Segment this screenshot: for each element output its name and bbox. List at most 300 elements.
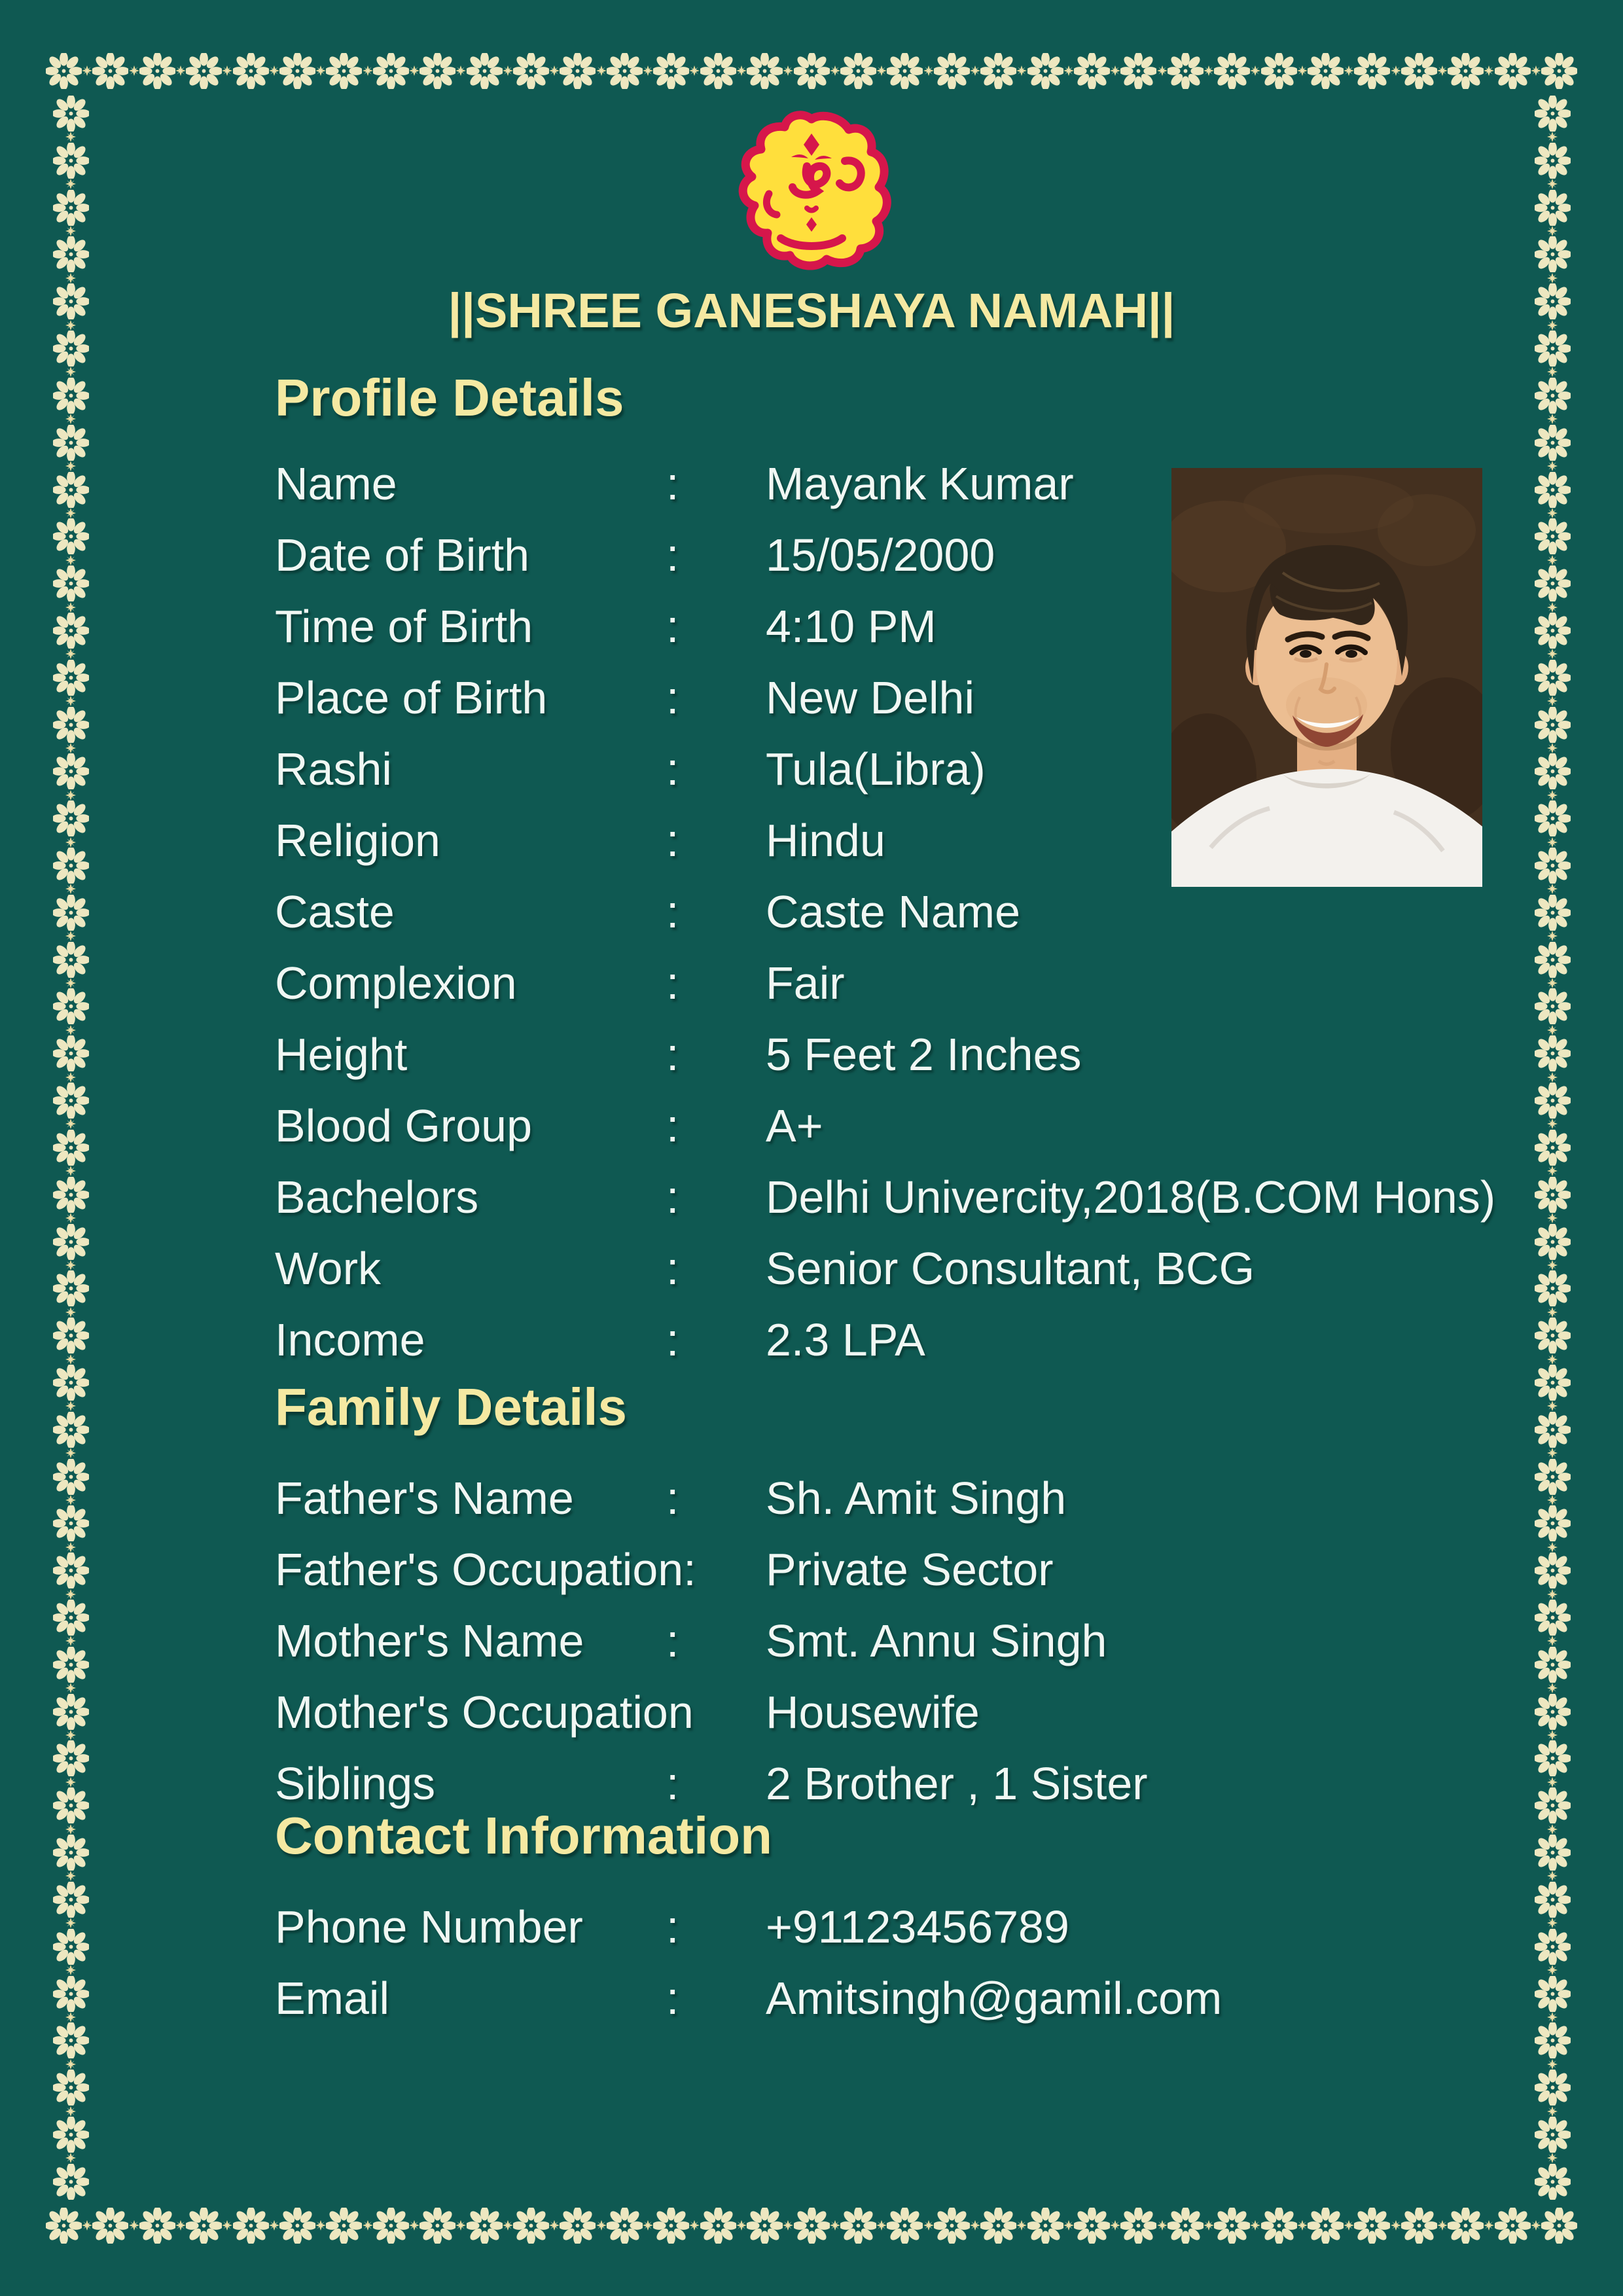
- star-motif-icon: [175, 2220, 186, 2231]
- star-motif-icon: [1547, 226, 1558, 236]
- profile-row: [275, 805, 1571, 876]
- section-title-contact: Contact Information: [275, 1806, 772, 1865]
- flower-motif-icon: [53, 1647, 89, 1683]
- profile-row: [275, 876, 1571, 948]
- star-motif-icon: [1204, 2220, 1214, 2231]
- star-motif-icon: [1484, 65, 1494, 76]
- star-motif-icon: [876, 65, 887, 76]
- flower-motif-icon: [53, 1600, 89, 1636]
- row-colon: :: [666, 1100, 679, 1151]
- flower-motif-icon: [653, 53, 689, 89]
- row-label: Date of Birth: [275, 529, 530, 581]
- flower-motif-icon: [326, 2208, 362, 2244]
- flower-motif-icon: [186, 53, 222, 89]
- flower-motif-icon: [840, 53, 876, 89]
- flower-motif-icon: [53, 472, 89, 508]
- flower-motif-icon: [53, 236, 89, 272]
- flower-motif-icon: [794, 2208, 830, 2244]
- profile-row: [275, 1090, 1571, 1162]
- family-row: [275, 1677, 1571, 1748]
- flower-motif-icon: [513, 53, 549, 89]
- row-value: Amitsingh@gamil.com: [766, 1973, 1222, 2024]
- flower-motif-icon: [1401, 53, 1437, 89]
- star-motif-icon: [65, 790, 76, 800]
- flower-motif-icon: [513, 2208, 549, 2244]
- flower-motif-icon: [1261, 53, 1297, 89]
- flower-motif-icon: [53, 331, 89, 367]
- flower-motif-icon: [53, 942, 89, 978]
- star-motif-icon: [65, 1636, 76, 1646]
- flower-motif-icon: [53, 2022, 89, 2058]
- star-motif-icon: [689, 65, 700, 76]
- flower-motif-icon: [1495, 2208, 1531, 2244]
- flower-motif-icon: [92, 2208, 128, 2244]
- flower-motif-icon: [1120, 2208, 1156, 2244]
- star-motif-icon: [1250, 65, 1260, 76]
- star-motif-icon: [1547, 132, 1558, 142]
- star-motif-icon: [65, 1824, 76, 1835]
- profile-row: [275, 448, 1571, 520]
- star-motif-icon: [596, 2220, 607, 2231]
- flower-motif-icon: [53, 1976, 89, 2012]
- row-colon: :: [666, 672, 679, 723]
- row-label: Height: [275, 1029, 408, 1080]
- star-motif-icon: [1437, 2220, 1448, 2231]
- flower-motif-icon: [747, 2208, 783, 2244]
- star-motif-icon: [65, 1542, 76, 1552]
- row-colon: :: [666, 601, 679, 652]
- row-value: Private Sector: [766, 1544, 1054, 1595]
- row-label: Place of Birth: [275, 672, 548, 723]
- star-motif-icon: [65, 1495, 76, 1505]
- flower-motif-icon: [419, 2208, 455, 2244]
- flower-motif-icon: [1168, 2208, 1204, 2244]
- flower-motif-icon: [53, 800, 89, 836]
- family-row: [275, 1534, 1571, 1605]
- row-colon: :: [666, 958, 679, 1009]
- star-motif-icon: [222, 65, 232, 76]
- flower-motif-icon: [980, 2208, 1016, 2244]
- star-motif-icon: [409, 65, 419, 76]
- star-motif-icon: [830, 65, 840, 76]
- star-motif-icon: [643, 2220, 653, 2231]
- family-row: [275, 1463, 1571, 1534]
- section-title-profile: Profile Details: [275, 368, 624, 427]
- star-motif-icon: [82, 65, 92, 76]
- flower-motif-icon: [53, 988, 89, 1024]
- star-motif-icon: [65, 978, 76, 988]
- row-label: Rashi: [275, 744, 392, 795]
- flower-motif-icon: [1535, 96, 1571, 132]
- star-motif-icon: [736, 65, 747, 76]
- flower-motif-icon: [53, 425, 89, 461]
- star-motif-icon: [923, 2220, 934, 2231]
- star-motif-icon: [1344, 2220, 1354, 2231]
- star-motif-icon: [1484, 2220, 1494, 2231]
- flower-motif-icon: [46, 2208, 82, 2244]
- star-motif-icon: [1204, 65, 1214, 76]
- section-title-family: Family Details: [275, 1378, 628, 1436]
- star-motif-icon: [1110, 2220, 1120, 2231]
- row-label: Name: [275, 458, 397, 509]
- star-motif-icon: [1531, 2220, 1541, 2231]
- flower-motif-icon: [1535, 2117, 1571, 2153]
- flower-motif-icon: [1214, 53, 1250, 89]
- flower-motif-icon: [467, 2208, 503, 2244]
- row-value: Housewife: [766, 1687, 980, 1738]
- flower-motif-icon: [1027, 2208, 1063, 2244]
- star-motif-icon: [65, 696, 76, 706]
- flower-motif-icon: [53, 1505, 89, 1541]
- star-motif-icon: [65, 1777, 76, 1787]
- profile-row: [275, 734, 1571, 805]
- row-value: Senior Consultant, BCG: [766, 1243, 1255, 1294]
- star-motif-icon: [1063, 65, 1074, 76]
- star-motif-icon: [82, 2220, 92, 2231]
- row-value: Fair: [766, 958, 845, 1009]
- flower-motif-icon: [1074, 53, 1110, 89]
- profile-row: [275, 1162, 1571, 1233]
- row-value: 2 Brother , 1 Sister: [766, 1758, 1148, 1809]
- star-motif-icon: [65, 1730, 76, 1740]
- star-motif-icon: [65, 1072, 76, 1083]
- row-label: Father's Occupation: [275, 1544, 684, 1595]
- star-motif-icon: [923, 65, 934, 76]
- flower-motif-icon: [53, 1083, 89, 1119]
- star-motif-icon: [643, 65, 653, 76]
- flower-motif-icon: [560, 53, 596, 89]
- border-top: [46, 46, 1577, 96]
- star-motif-icon: [65, 2012, 76, 2022]
- star-motif-icon: [65, 1401, 76, 1411]
- star-motif-icon: [315, 65, 326, 76]
- star-motif-icon: [65, 1213, 76, 1223]
- star-motif-icon: [65, 414, 76, 424]
- flower-motif-icon: [92, 53, 128, 89]
- star-motif-icon: [1391, 65, 1401, 76]
- profile-row: [275, 520, 1571, 591]
- row-label: Time of Birth: [275, 601, 533, 652]
- flower-motif-icon: [887, 53, 923, 89]
- flower-motif-icon: [53, 1882, 89, 1918]
- flower-motif-icon: [53, 1130, 89, 1166]
- star-motif-icon: [65, 132, 76, 142]
- row-value: New Delhi: [766, 672, 974, 723]
- star-motif-icon: [175, 65, 186, 76]
- star-motif-icon: [1547, 2059, 1558, 2070]
- star-motif-icon: [222, 2220, 232, 2231]
- row-label: Email: [275, 1973, 390, 2024]
- star-motif-icon: [65, 226, 76, 236]
- flower-motif-icon: [233, 53, 269, 89]
- row-colon: :: [666, 1314, 679, 1365]
- star-motif-icon: [1250, 2220, 1260, 2231]
- flower-motif-icon: [53, 895, 89, 931]
- flower-motif-icon: [1535, 2164, 1571, 2200]
- flower-motif-icon: [1074, 2208, 1110, 2244]
- star-motif-icon: [65, 884, 76, 894]
- flower-motif-icon: [53, 518, 89, 554]
- flower-motif-icon: [560, 2208, 596, 2244]
- row-colon: :: [666, 1172, 679, 1223]
- flower-motif-icon: [980, 53, 1016, 89]
- flower-motif-icon: [934, 2208, 970, 2244]
- flower-motif-icon: [53, 2164, 89, 2200]
- flower-motif-icon: [700, 2208, 736, 2244]
- flower-motif-icon: [700, 53, 736, 89]
- row-colon: :: [666, 529, 679, 581]
- flower-motif-icon: [1448, 2208, 1484, 2244]
- flower-motif-icon: [53, 1552, 89, 1588]
- star-motif-icon: [1297, 2220, 1308, 2231]
- row-colon: :: [666, 458, 679, 509]
- flower-motif-icon: [53, 1412, 89, 1448]
- row-label: Mother's Name: [275, 1615, 584, 1666]
- flower-motif-icon: [53, 2117, 89, 2153]
- star-motif-icon: [65, 1448, 76, 1458]
- star-motif-icon: [1344, 65, 1354, 76]
- row-colon: :: [666, 1029, 679, 1080]
- star-motif-icon: [65, 1589, 76, 1600]
- row-value: Hindu: [766, 815, 885, 866]
- profile-row: [275, 1233, 1571, 1304]
- star-motif-icon: [65, 461, 76, 471]
- flower-motif-icon: [887, 2208, 923, 2244]
- flower-motif-icon: [1261, 2208, 1297, 2244]
- star-motif-icon: [65, 1918, 76, 1928]
- star-motif-icon: [269, 2220, 279, 2231]
- row-value: Mayank Kumar: [766, 458, 1074, 509]
- family-row: [275, 1605, 1571, 1677]
- flower-motif-icon: [840, 2208, 876, 2244]
- flower-motif-icon: [53, 378, 89, 414]
- flower-motif-icon: [53, 1224, 89, 1260]
- star-motif-icon: [65, 179, 76, 189]
- row-colon: :: [666, 744, 679, 795]
- star-motif-icon: [1016, 2220, 1027, 2231]
- flower-motif-icon: [373, 53, 409, 89]
- flower-motif-icon: [747, 53, 783, 89]
- content-column: [275, 368, 1571, 2034]
- profile-row: [275, 1019, 1571, 1090]
- star-motif-icon: [363, 65, 373, 76]
- profile-row: [275, 948, 1571, 1019]
- flower-motif-icon: [607, 53, 643, 89]
- flower-motif-icon: [1535, 331, 1571, 367]
- flower-motif-icon: [1354, 53, 1390, 89]
- family-row: [275, 1748, 1571, 1820]
- flower-motif-icon: [46, 53, 82, 89]
- row-label: Work: [275, 1243, 382, 1294]
- star-motif-icon: [1437, 65, 1448, 76]
- profile-row: [275, 1304, 1571, 1376]
- flower-motif-icon: [934, 53, 970, 89]
- flower-motif-icon: [53, 565, 89, 601]
- flower-motif-icon: [53, 190, 89, 226]
- star-motif-icon: [65, 2106, 76, 2117]
- star-motif-icon: [549, 2220, 560, 2231]
- star-motif-icon: [65, 743, 76, 753]
- row-label: Complexion: [275, 958, 517, 1009]
- flower-motif-icon: [233, 2208, 269, 2244]
- flower-motif-icon: [1214, 2208, 1250, 2244]
- flower-motif-icon: [53, 753, 89, 789]
- star-motif-icon: [65, 2059, 76, 2070]
- flower-motif-icon: [53, 1694, 89, 1730]
- row-colon: :: [666, 1243, 679, 1294]
- row-value: Sh. Amit Singh: [766, 1473, 1067, 1524]
- flower-motif-icon: [653, 2208, 689, 2244]
- row-colon: :: [666, 886, 679, 937]
- flower-motif-icon: [373, 2208, 409, 2244]
- row-colon: :: [666, 1901, 679, 1952]
- row-colon: :: [666, 815, 679, 866]
- star-motif-icon: [549, 65, 560, 76]
- row-value: Tula(Libra): [766, 744, 986, 795]
- flower-motif-icon: [1308, 53, 1344, 89]
- star-motif-icon: [65, 1965, 76, 1975]
- flower-motif-icon: [139, 53, 175, 89]
- flower-motif-icon: [279, 2208, 315, 2244]
- row-label: Religion: [275, 815, 440, 866]
- flower-motif-icon: [326, 53, 362, 89]
- star-motif-icon: [455, 2220, 466, 2231]
- contact-row: [275, 1892, 1571, 1963]
- flower-motif-icon: [53, 1270, 89, 1306]
- row-value: 15/05/2000: [766, 529, 995, 581]
- flower-motif-icon: [1495, 53, 1531, 89]
- row-label: Blood Group: [275, 1100, 533, 1151]
- star-motif-icon: [65, 931, 76, 941]
- star-motif-icon: [1547, 2106, 1558, 2117]
- row-label: Income: [275, 1314, 425, 1365]
- star-motif-icon: [65, 1354, 76, 1365]
- star-motif-icon: [315, 2220, 326, 2231]
- star-motif-icon: [65, 1166, 76, 1176]
- flower-motif-icon: [1401, 2208, 1437, 2244]
- star-motif-icon: [1063, 2220, 1074, 2231]
- row-label: Father's Name: [275, 1473, 574, 1524]
- star-motif-icon: [503, 2220, 513, 2231]
- flower-motif-icon: [1541, 53, 1577, 89]
- star-motif-icon: [65, 367, 76, 377]
- flower-motif-icon: [1541, 2208, 1577, 2244]
- flower-motif-icon: [419, 53, 455, 89]
- flower-motif-icon: [53, 1177, 89, 1213]
- flower-motif-icon: [139, 2208, 175, 2244]
- star-motif-icon: [1547, 179, 1558, 189]
- flower-motif-icon: [1120, 53, 1156, 89]
- row-value: Caste Name: [766, 886, 1021, 937]
- star-motif-icon: [65, 273, 76, 283]
- star-motif-icon: [1157, 2220, 1168, 2231]
- row-colon: :: [666, 1758, 679, 1809]
- row-colon: :: [666, 1473, 679, 1524]
- star-motif-icon: [970, 65, 980, 76]
- flower-motif-icon: [53, 660, 89, 696]
- row-label: Mother's Occupation: [275, 1687, 694, 1738]
- star-motif-icon: [65, 2153, 76, 2163]
- profile-row: [275, 591, 1571, 662]
- flower-motif-icon: [1354, 2208, 1390, 2244]
- contact-row: [275, 1963, 1571, 2034]
- border-bottom: [46, 2200, 1577, 2250]
- row-value: 4:10 PM: [766, 601, 936, 652]
- star-motif-icon: [65, 1025, 76, 1035]
- row-value: 5 Feet 2 Inches: [766, 1029, 1082, 1080]
- star-motif-icon: [1531, 65, 1541, 76]
- star-motif-icon: [1157, 65, 1168, 76]
- flower-motif-icon: [53, 1929, 89, 1965]
- flower-motif-icon: [53, 1035, 89, 1071]
- star-motif-icon: [65, 508, 76, 518]
- star-motif-icon: [363, 2220, 373, 2231]
- flower-motif-icon: [1027, 53, 1063, 89]
- star-motif-icon: [65, 1307, 76, 1318]
- star-motif-icon: [65, 555, 76, 565]
- invocation-title: ||SHREE GANESHAYA NAMAH||: [448, 283, 1175, 338]
- row-colon: :: [666, 1615, 679, 1666]
- star-motif-icon: [596, 65, 607, 76]
- star-motif-icon: [783, 65, 793, 76]
- row-value: Smt. Annu Singh: [766, 1615, 1107, 1666]
- star-motif-icon: [129, 65, 139, 76]
- star-motif-icon: [65, 602, 76, 613]
- star-motif-icon: [269, 65, 279, 76]
- flower-motif-icon: [1535, 143, 1571, 179]
- flower-motif-icon: [53, 1787, 89, 1823]
- star-motif-icon: [736, 2220, 747, 2231]
- flower-motif-icon: [1535, 2070, 1571, 2106]
- star-motif-icon: [409, 2220, 419, 2231]
- flower-motif-icon: [467, 53, 503, 89]
- flower-motif-icon: [53, 707, 89, 743]
- flower-motif-icon: [53, 1740, 89, 1776]
- star-motif-icon: [970, 2220, 980, 2231]
- row-label: Phone Number: [275, 1901, 583, 1952]
- flower-motif-icon: [53, 1365, 89, 1401]
- star-motif-icon: [65, 837, 76, 848]
- flower-motif-icon: [279, 53, 315, 89]
- flower-motif-icon: [53, 1459, 89, 1495]
- star-motif-icon: [65, 1119, 76, 1129]
- star-motif-icon: [830, 2220, 840, 2231]
- row-value: Delhi Univercity,2018(B.COM Hons): [766, 1172, 1496, 1223]
- star-motif-icon: [455, 65, 466, 76]
- flower-motif-icon: [794, 53, 830, 89]
- star-motif-icon: [1547, 2153, 1558, 2163]
- star-motif-icon: [65, 1871, 76, 1881]
- star-motif-icon: [1016, 65, 1027, 76]
- star-motif-icon: [1297, 65, 1308, 76]
- row-label: Caste: [275, 886, 395, 937]
- star-motif-icon: [1110, 65, 1120, 76]
- flower-motif-icon: [53, 96, 89, 132]
- row-colon: :: [683, 1544, 696, 1595]
- flower-motif-icon: [607, 2208, 643, 2244]
- flower-motif-icon: [1535, 190, 1571, 226]
- star-motif-icon: [65, 1683, 76, 1693]
- flower-motif-icon: [53, 2070, 89, 2106]
- row-value: 2.3 LPA: [766, 1314, 925, 1365]
- flower-motif-icon: [1308, 2208, 1344, 2244]
- star-motif-icon: [1547, 273, 1558, 283]
- flower-motif-icon: [186, 2208, 222, 2244]
- row-value: A+: [766, 1100, 823, 1151]
- flower-motif-icon: [1448, 53, 1484, 89]
- flower-motif-icon: [53, 143, 89, 179]
- flower-motif-icon: [1535, 236, 1571, 272]
